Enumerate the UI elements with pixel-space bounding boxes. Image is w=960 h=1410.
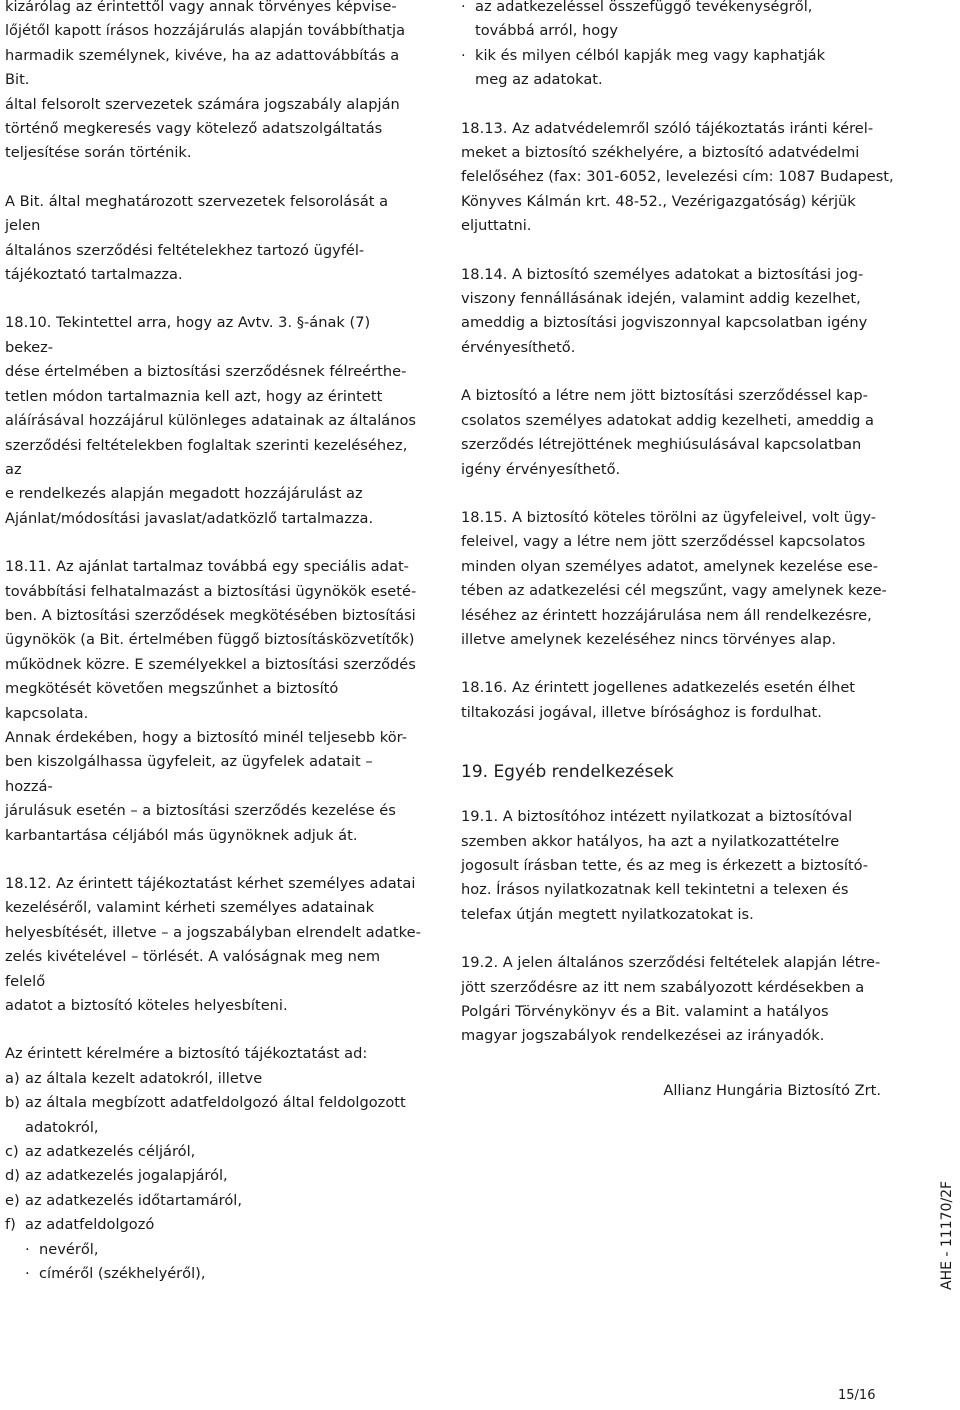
request-intro: Az érintett kérelmére a biztosító tájékoztatást ad: xyxy=(5,1045,368,1063)
text-line: tiltakozási jogával, illetve bírósághoz is fordulhat. xyxy=(461,703,822,721)
text-line: kik és milyen célból kapják meg vagy kaphatják xyxy=(475,46,826,64)
text-line: aláírásával hozzájárul különleges adatainak az általános xyxy=(5,412,416,430)
list-marker: a) xyxy=(5,1069,20,1087)
page-number: 15/16 xyxy=(838,1388,876,1403)
paragraph-18-14 xyxy=(461,263,901,361)
text-line: 18.13. Az adatvédelemről szóló tájékoztatás iránti kérel- xyxy=(461,119,874,137)
sub-list-text: nevéről, xyxy=(39,1240,99,1258)
text-line: 18.16. Az érintett jogellenes adatkezelés esetén élhet xyxy=(461,679,856,697)
paragraph-19-1 xyxy=(461,805,901,927)
text-line: 18.12. Az érintett tájékoztatást kérhet személyes adatai xyxy=(5,875,416,892)
text-line: A Bit. által meghatározott szervezetek felsorolását a jelen xyxy=(5,192,389,235)
text-line: tetlen módon tartalmaznia kell azt, hogy az érintett xyxy=(5,387,383,405)
bullet-icon: · xyxy=(461,46,466,64)
text-line: zelés kivételével – törlését. A valóságnak meg nem felelő xyxy=(5,948,381,990)
text-line: az általa megbízott adatfeldolgozó által feldolgozott xyxy=(25,1094,406,1112)
paragraph-18-16 xyxy=(461,676,901,725)
text-line: érvényesíthető. xyxy=(461,338,576,356)
bullet-icon: · xyxy=(461,0,466,15)
info-list xyxy=(5,1067,421,1238)
text-line: 18.11. Az ajánlat tartalmaz továbbá egy speciális adat- xyxy=(5,558,409,576)
text-line: magyar jogszabályok rendelkezései az irányadók. xyxy=(461,1027,825,1045)
list-item-text xyxy=(25,1164,421,1188)
text-line: harmadik személynek, kivéve, ha az adattovábbítás a Bit. xyxy=(5,46,400,89)
sub-list-item xyxy=(5,1238,421,1262)
text-line: igény érvényesíthető. xyxy=(461,460,621,478)
text-line: Polgári Törvénykönyv és a Bit. valamint a hatályos xyxy=(461,1003,829,1020)
paragraph-18-13 xyxy=(461,117,901,239)
section-19-heading: 19. Egyéb rendelkezések xyxy=(461,762,674,783)
text-line: hoz. Írásos nyilatkozatnak kell tekintetni a telexen és xyxy=(461,881,849,899)
list-item-text xyxy=(25,1213,421,1237)
text-line: 19.1. A biztosítóhoz intézett nyilatkozat a biztosítóval xyxy=(461,808,853,826)
text-line: jogosult írásban tette, és az meg is érkezett a biztosító- xyxy=(461,856,869,874)
text-line: járulásuk esetén – a biztosítási szerződés kezelése és xyxy=(5,802,396,820)
list-marker: b) xyxy=(5,1094,20,1112)
bullet-icon: · xyxy=(25,1240,30,1258)
paragraph-18-11 xyxy=(5,555,421,848)
bullet-text xyxy=(475,0,901,44)
info-sublist xyxy=(5,1238,421,1287)
list-item-text xyxy=(25,1140,421,1164)
text-line: továbbítási felhatalmazást a biztosítási ügynökök eseté- xyxy=(5,582,417,600)
text-line: ben kiszolgálhassa ügyfeleit, az ügyfelek adatait – hozzá- xyxy=(5,753,373,795)
text-line: megkötését követően megszűnhet a biztosító kapcsolata. xyxy=(5,680,339,722)
intro-paragraph xyxy=(5,0,421,166)
text-line: illetve amelynek kezeléséhez nincs törvényes alap. xyxy=(461,630,836,648)
text-line: 18.10. Tekintettel arra, hogy az Avtv. 3. §-ának (7) bekez- xyxy=(5,314,371,356)
text-line: felelőséhez (fax: 301-6052, levelezési cím: 1087 Budapest, xyxy=(461,168,894,186)
list-item xyxy=(5,1213,421,1237)
text-line: szemben akkor hatályos, ha azt a nyilatkozattételre xyxy=(461,832,840,850)
list-marker: f) xyxy=(5,1216,16,1234)
text-line: általános szerződési feltételekhez tartozó ügyfél- xyxy=(5,241,365,259)
text-line: meket a biztosító székhelyére, a biztosító adatvédelmi xyxy=(461,144,860,162)
text-line: eljuttatni. xyxy=(461,217,532,235)
paragraph-18-15 xyxy=(461,506,901,652)
text-line: csolatos személyes adatokat addig kezelheti, ameddig a xyxy=(461,411,874,429)
text-line: továbbá arról, hogy xyxy=(475,22,619,40)
text-line: Annak érdekében, hogy a biztosító minél teljesebb kör- xyxy=(5,728,407,746)
list-marker: c) xyxy=(5,1143,19,1161)
list-item xyxy=(5,1189,421,1213)
text-line: szerződési feltételekben foglaltak szerinti kezeléséhez, az xyxy=(5,436,408,478)
text-line: tájékoztató tartalmazza. xyxy=(5,266,183,284)
text-line: minden olyan személyes adatot, amelynek kezelése ese- xyxy=(461,557,879,575)
text-line: lőjétől kapott írásos hozzájárulás alapján továbbíthatja xyxy=(5,22,406,40)
text-line: az általa kezelt adatokról, illetve xyxy=(25,1069,263,1087)
text-line: kizárólag az érintettől vagy annak törvényes képvise- xyxy=(5,0,397,15)
text-line: feleivel, vagy a létre nem jött szerződéssel kapcsolatos xyxy=(461,533,866,551)
list-item xyxy=(5,1091,421,1140)
paragraph-19-2 xyxy=(461,951,901,1049)
list-item-text xyxy=(25,1091,421,1140)
text-line: viszony fennállásának idején, valamint addig kezelhet, xyxy=(461,290,861,308)
list-marker: e) xyxy=(5,1191,20,1209)
document-code: AHE - 11170/2F xyxy=(939,1180,955,1290)
bullet-text xyxy=(475,44,901,93)
paragraph-not-created-contract xyxy=(461,384,901,482)
text-line: az adatkezeléssel összefüggő tevékenységről, xyxy=(475,0,813,15)
text-line: dése értelmében a biztosítási szerződésnek félreérthe- xyxy=(5,363,407,381)
right-column xyxy=(461,0,901,1103)
text-line: jött szerződésre az itt nem szabályozott kérdésekben a xyxy=(461,978,865,996)
text-line: kezeléséről, valamint kérheti személyes adatainak xyxy=(5,899,375,917)
company-signature: Allianz Hungária Biztosító Zrt. xyxy=(663,1081,881,1099)
text-line: meg az adatokat. xyxy=(475,71,603,89)
text-line: e rendelkezés alapján megadott hozzájárulást az xyxy=(5,485,363,503)
sub-list-item xyxy=(5,1262,421,1286)
list-item xyxy=(5,1140,421,1164)
list-item-text xyxy=(25,1067,421,1091)
bullet-item xyxy=(461,0,901,44)
text-line: 18.14. A biztosító személyes adatokat a biztosítási jog- xyxy=(461,265,864,283)
bit-paragraph xyxy=(5,190,421,288)
text-line: szerződés létrejöttének meghiúsulásával kapcsolatban xyxy=(461,436,862,454)
text-line: A biztosító a létre nem jött biztosítási szerződéssel kap- xyxy=(461,387,868,405)
text-line: ben. A biztosítási szerződések megkötésében biztosítási xyxy=(5,606,416,624)
text-line: az adatkezelés céljáról, xyxy=(25,1143,196,1161)
text-line: az adatkezelés időtartamáról, xyxy=(25,1191,242,1209)
sub-list-text: címéről (székhelyéről), xyxy=(39,1265,206,1283)
paragraph-18-12 xyxy=(5,872,421,1018)
text-line: adatot a biztosító köteles helyesbíteni. xyxy=(5,997,288,1015)
text-line: működnek közre. E személyekkel a biztosítási szerződés xyxy=(5,655,416,673)
text-line: Ajánlat/módosítási javaslat/adatközlő tartalmazza. xyxy=(5,509,374,527)
text-line: léséhez az érintett hozzájárulása nem áll rendelkezésre, xyxy=(461,606,872,624)
text-line: tében az adatkezelési cél megszűnt, vagy amelynek keze- xyxy=(461,582,887,600)
text-line: az adatkezelés jogalapjáról, xyxy=(25,1167,228,1185)
text-line: adatokról, xyxy=(25,1118,99,1136)
list-item xyxy=(5,1067,421,1091)
bullet-icon: · xyxy=(25,1265,30,1283)
text-line: 19.2. A jelen általános szerződési feltételek alapján létre- xyxy=(461,954,881,972)
text-line: Könyves Kálmán krt. 48-52., Vezérigazgatóság) kérjük xyxy=(461,192,856,210)
text-line: teljesítése során történik. xyxy=(5,144,192,162)
paragraph-18-10 xyxy=(5,311,421,531)
text-line: helyesbítését, illetve – a jogszabályban elrendelt adatke- xyxy=(5,923,421,941)
text-line: ügynökök (a Bit. értelmében függő biztosításközvetítők) xyxy=(5,631,415,649)
list-marker: d) xyxy=(5,1167,20,1185)
text-line: telefax útján megtett nyilatkozatokat is. xyxy=(461,905,754,923)
text-line: által felsorolt szervezetek számára jogszabály alapján xyxy=(5,95,400,113)
text-line: 18.15. A biztosító köteles törölni az ügyfeleivel, volt ügy- xyxy=(461,508,877,526)
list-item-text xyxy=(25,1189,421,1213)
text-line: történő megkeresés vagy kötelező adatszolgáltatás xyxy=(5,120,383,138)
bullet-list xyxy=(461,0,901,93)
text-line: ameddig a biztosítási jogviszonnyal kapcsolatban igény xyxy=(461,314,868,332)
bullet-item xyxy=(461,44,901,93)
list-item xyxy=(5,1164,421,1188)
text-line: karbantartása céljából más ügynöknek adjuk át. xyxy=(5,826,358,844)
text-line: az adatfeldolgozó xyxy=(25,1216,155,1234)
left-column xyxy=(5,0,421,1287)
